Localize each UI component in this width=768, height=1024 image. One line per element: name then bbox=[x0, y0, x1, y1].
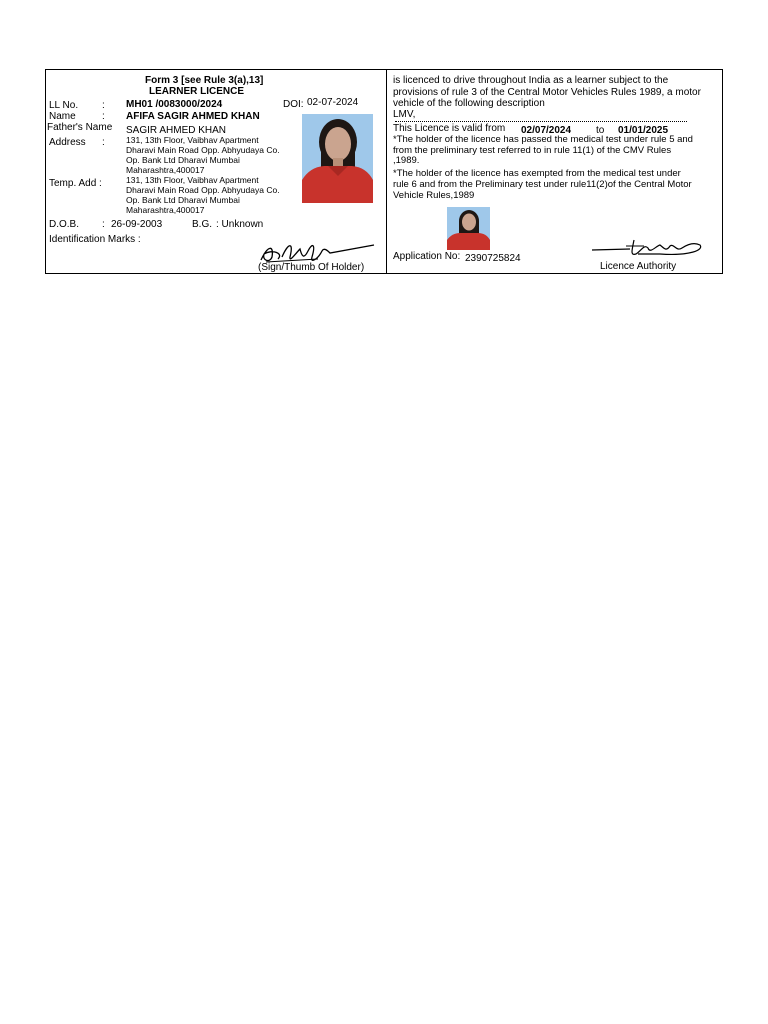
name-label: Name bbox=[49, 111, 76, 122]
valid-from: 02/07/2024 bbox=[521, 125, 572, 136]
address-line: Maharashtra,400017 bbox=[126, 165, 205, 175]
address-line: 131, 13th Floor, Vaibhav Apartment bbox=[126, 135, 259, 145]
valid-to-label: to bbox=[596, 125, 605, 136]
identification-label: Identification Marks : bbox=[49, 234, 141, 245]
temp-address-label: Temp. Add : bbox=[49, 178, 102, 189]
temp-address-line: Maharashtra,400017 bbox=[126, 205, 205, 215]
application-label: Application No: bbox=[393, 251, 461, 262]
authority-signature-icon bbox=[590, 236, 706, 260]
father-label: Father's Name bbox=[47, 122, 113, 133]
authority-label: Licence Authority bbox=[600, 261, 677, 272]
holder-signature-icon bbox=[258, 237, 376, 265]
medical-note: *The holder of the licence has passed the medical test under rule 5 and bbox=[393, 134, 693, 145]
card-divider bbox=[386, 70, 387, 273]
temp-address-line: Op. Bank Ltd Dharavi Mumbai bbox=[126, 195, 240, 205]
blood-group-value: : Unknown bbox=[216, 219, 264, 230]
intro-line: vehicle of the following description bbox=[393, 98, 545, 109]
dotted-rule bbox=[395, 121, 687, 122]
ll-no-label: LL No. bbox=[49, 100, 79, 111]
address-line: Op. Bank Ltd Dharavi Mumbai bbox=[126, 155, 240, 165]
address-label: Address bbox=[49, 137, 86, 148]
ll-no-colon: : bbox=[102, 100, 105, 111]
ll-no-value: MH01 /0083000/2024 bbox=[126, 99, 223, 110]
vehicle-class: LMV, bbox=[393, 109, 416, 120]
dob-value: 26-09-2003 bbox=[111, 219, 163, 230]
valid-to: 01/01/2025 bbox=[618, 125, 669, 136]
learner-licence-card bbox=[45, 69, 723, 274]
temp-address-line: Dharavi Main Road Opp. Abhyudaya Co. bbox=[126, 185, 280, 195]
holder-sign-label: (Sign/Thumb Of Holder) bbox=[258, 262, 365, 273]
doi-label: DOI: bbox=[283, 99, 304, 110]
address-line: Dharavi Main Road Opp. Abhyudaya Co. bbox=[126, 145, 280, 155]
valid-label: This Licence is valid from bbox=[393, 123, 506, 134]
intro-line: is licenced to drive throughout India as a learner subject to the bbox=[393, 75, 669, 86]
doi-value: 02-07-2024 bbox=[307, 97, 359, 108]
form-title: Form 3 [see Rule 3(a),13] bbox=[145, 75, 264, 86]
temp-address-line: 131, 13th Floor, Vaibhav Apartment bbox=[126, 175, 259, 185]
exemption-note: rule 6 and from the Preliminary test under rule11(2)of the Central Motor bbox=[393, 179, 692, 190]
address-colon: : bbox=[102, 137, 105, 148]
medical-note: ,1989. bbox=[393, 155, 420, 166]
application-number: 2390725824 bbox=[465, 253, 521, 264]
dob-label: D.O.B. bbox=[49, 219, 80, 230]
blood-group-label: B.G. bbox=[192, 219, 213, 230]
exemption-note: *The holder of the licence has exempted from the medical test under bbox=[393, 168, 681, 179]
intro-line: provisions of rule 3 of the Central Motor Vehicles Rules 1989, a motor bbox=[393, 87, 701, 98]
name-colon: : bbox=[102, 111, 105, 122]
dob-colon: : bbox=[102, 219, 105, 230]
father-name: SAGIR AHMED KHAN bbox=[126, 125, 227, 136]
holder-photo-small bbox=[447, 207, 490, 250]
medical-note: from the preliminary test referred to in rule 11(1) of the CMV Rules bbox=[393, 145, 672, 156]
holder-name: AFIFA SAGIR AHMED KHAN bbox=[126, 111, 260, 122]
licence-title: LEARNER LICENCE bbox=[149, 86, 245, 97]
exemption-note: Vehicle Rules,1989 bbox=[393, 190, 475, 201]
holder-photo bbox=[302, 114, 373, 203]
